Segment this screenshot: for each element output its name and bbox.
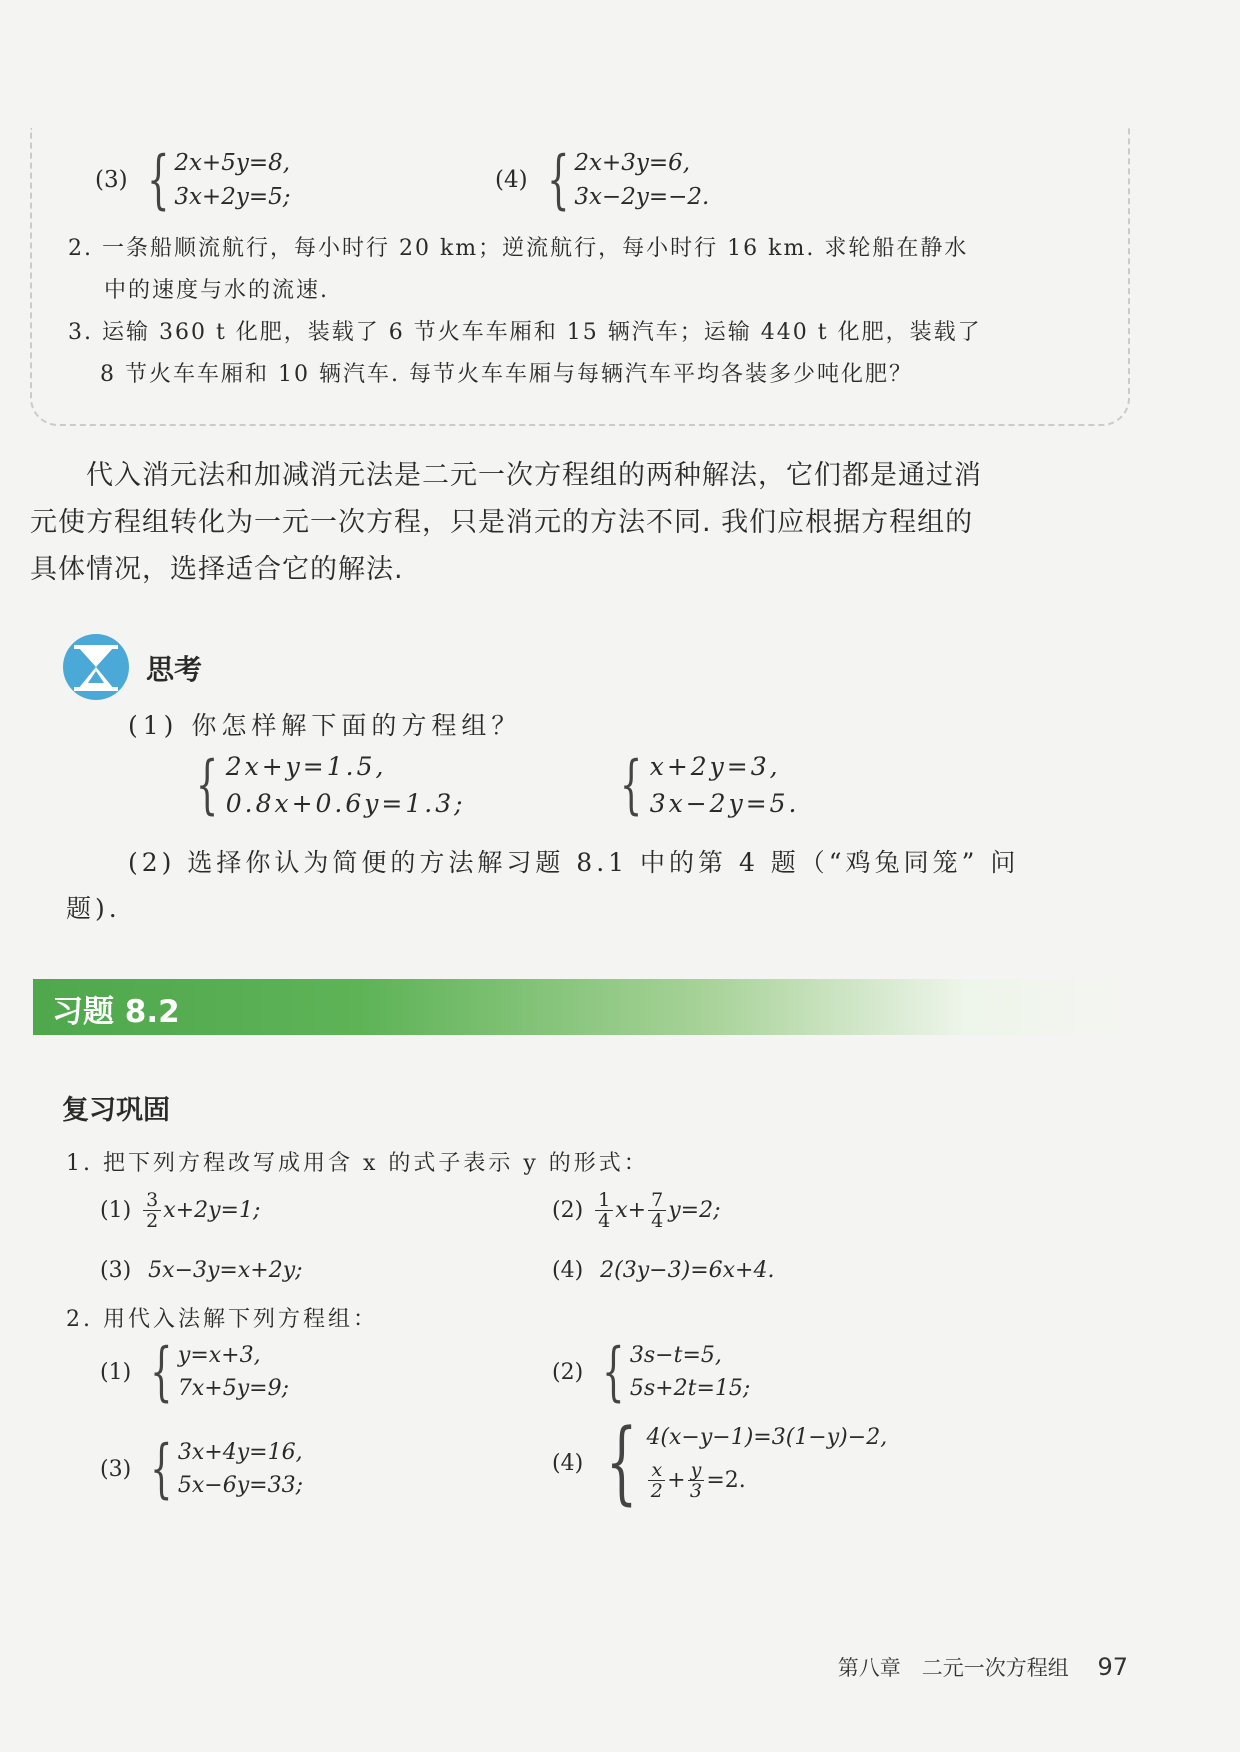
exercise-2-4: (4) { 4(x−y−1)=3(1−y)−2, $\frac{x}{2}$ + $\frac{y}{3}$ =2. xyxy=(552,1410,888,1515)
fraction: $\frac{1}{4}$ xyxy=(595,1190,613,1231)
think-title: 思考 xyxy=(146,653,203,686)
exercise-2-3: (3) { 3x+4y=16, 5x−6y=33; xyxy=(100,1432,303,1506)
page-number: 97 xyxy=(1097,1653,1128,1681)
brace: { xyxy=(150,1432,173,1506)
brace: { xyxy=(146,143,170,217)
fraction: $\frac{7}{4}$ xyxy=(648,1190,666,1231)
hourglass-think-icon xyxy=(62,633,130,701)
exercise-1-3: (3) 5x−3y=x+2y; xyxy=(100,1258,303,1283)
section-heading: 复习巩固 xyxy=(62,1095,170,1126)
think-question-2: (2) 选择你认为简便的方法解习题 8.1 中的第 4 题（“鸡兔同笼” 问 题). xyxy=(66,848,1020,923)
exercise-question-1: 1. 把下列方程改写成用含 x 的式子表示 y 的形式： xyxy=(66,1151,649,1176)
brace: { xyxy=(619,748,644,822)
chapter-title: 第八章 二元一次方程组 xyxy=(837,1656,1069,1680)
brace: { xyxy=(546,143,570,217)
practice-system-3: (3) { 2x+5y=8, 3x+2y=5; xyxy=(95,143,291,217)
brace: { xyxy=(606,1410,638,1515)
practice-system-4: (4) { 2x+3y=6, 3x−2y=−2. xyxy=(495,143,710,217)
brace: { xyxy=(195,748,220,822)
exercise-2-2: (2) { 3s−t=5, 5s+2t=15; xyxy=(552,1335,751,1409)
think-system-b: { x+2y=3, 3x−2y=5. xyxy=(619,748,800,822)
practice-problem-2: 2. 一条船顺流航行，每小时行 20 km；逆流航行，每小时行 16 km. 求轮船在静水 中的速度与水的流速. xyxy=(68,236,969,303)
practice-problem-3: 3. 运输 360 t 化肥，装载了 6 节火车车厢和 15 辆汽车；运输 440 t 化肥，装载了 8 节火车车厢和 10 辆汽车. 每节火车车厢与每辆汽车平均各装多少吨化肥？ xyxy=(68,320,982,387)
think-question-1: (1) 你怎样解下面的方程组？ xyxy=(128,711,522,740)
think-system-a: { 2x+y=1.5, 0.8x+0.6y=1.3; xyxy=(195,748,466,822)
exercise-1-1: (1) $\frac{3}{2}$ x+2y=1; xyxy=(100,1189,261,1232)
exercise-header-band xyxy=(33,979,1130,1035)
fraction: $\frac{x}{2}$ xyxy=(648,1460,665,1501)
brace: { xyxy=(602,1335,625,1409)
exercise-question-2: 2. 用代入法解下列方程组： xyxy=(66,1307,378,1332)
page-footer xyxy=(838,1652,1128,1682)
fraction: $\frac{3}{2}$ xyxy=(143,1190,161,1231)
brace: { xyxy=(150,1335,173,1409)
exercise-1-2: (2) $\frac{1}{4}$ x+ $\frac{7}{4}$ y=2; xyxy=(552,1189,721,1232)
exercise-title: 习题 8.2 xyxy=(52,994,180,1030)
fraction: $\frac{y}{3}$ xyxy=(688,1460,705,1501)
exercise-1-4: (4) 2(3y−3)=6x+4. xyxy=(552,1258,775,1283)
summary-paragraph: 代入消元法和加减消元法是二元一次方程组的两种解法，它们都是通过消 元使方程组转化为一元一次方程，只是消元的方法不同. 我们应根据方程组的 具体情况，选择适合它的解法. xyxy=(30,460,982,585)
exercise-2-1: (1) { y=x+3, 7x+5y=9; xyxy=(100,1335,289,1409)
